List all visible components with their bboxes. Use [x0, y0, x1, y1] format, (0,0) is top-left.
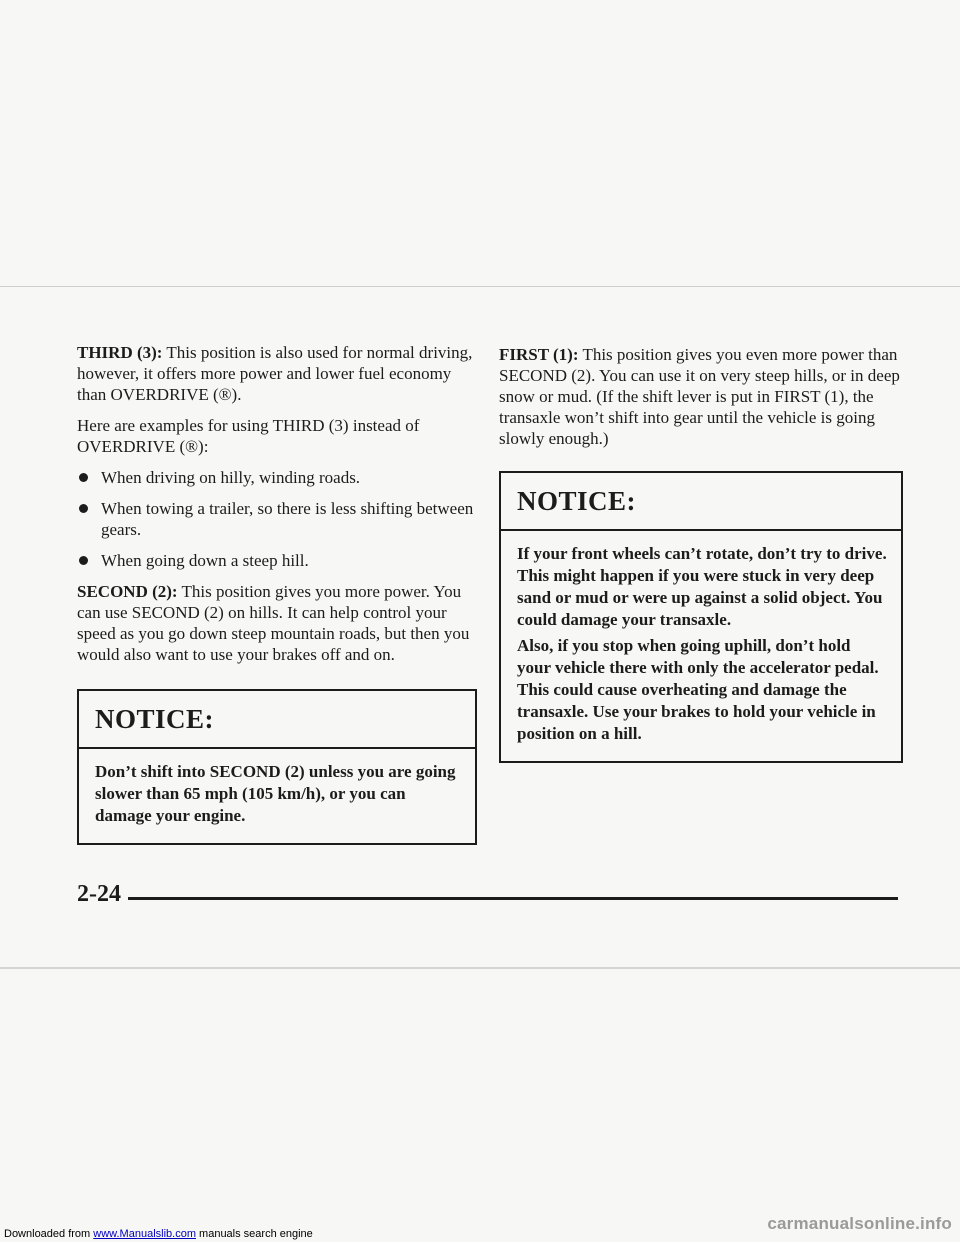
- example-text: When going down a steep hill.: [101, 551, 309, 570]
- notice-text: Don’t shift into SECOND (2) unless you are going slower than 65 mph (105 km/h), or you can damage your engine.: [95, 762, 456, 825]
- notice-heading: NOTICE:: [79, 691, 475, 749]
- third-text: This position is also used for normal driving, however, it offers more power and lower fuel economy than OVERDRIVE (®).: [77, 343, 473, 404]
- download-prefix: Downloaded from: [4, 1228, 94, 1240]
- notice-text: Also, if you stop when going uphill, don’t hold your vehicle there with only the accelerator pedal. This could cause overheating and damage the transaxle. Use your brakes to hold your vehicle in position on a hill.: [517, 636, 879, 743]
- list-item: [77, 467, 475, 488]
- list-item: [77, 550, 475, 571]
- notice-box-right: [499, 471, 903, 763]
- second-term: SECOND (2):: [77, 582, 178, 601]
- bullet-icon: [79, 473, 88, 482]
- bullet-icon: [79, 556, 88, 565]
- left-column: [77, 342, 475, 845]
- page-number: 2-24: [77, 881, 121, 907]
- bullet-icon: [79, 504, 88, 513]
- manualslib-link[interactable]: www.Manualslib.com: [93, 1228, 196, 1240]
- notice-heading: NOTICE:: [501, 473, 901, 531]
- notice-box-left: [77, 689, 477, 845]
- manual-page: [0, 287, 960, 967]
- right-column: [499, 344, 903, 763]
- first-term: FIRST (1):: [499, 345, 579, 364]
- download-line: [4, 1228, 313, 1240]
- notice-body: [501, 531, 901, 761]
- example-text: When driving on hilly, winding roads.: [101, 468, 361, 487]
- examples-intro: Here are examples for using THIRD (3) instead of OVERDRIVE (®):: [77, 416, 420, 456]
- third-paragraph: [77, 342, 475, 405]
- watermark: carmanualsonline.info: [767, 1214, 952, 1233]
- notice-text: If your front wheels can’t rotate, don’t try to drive. This might happen if you were stuck in very deep sand or mud or were up against a solid object. You could damage your transaxle.: [517, 544, 887, 629]
- third-term: THIRD (3):: [77, 343, 163, 362]
- list-item: [77, 498, 475, 540]
- second-text: This position gives you more power. You can use SECOND (2) on hills. It can help control your speed as you go down steep mountain roads, but then you would also want to use your brakes off and on.: [77, 582, 470, 664]
- first-text: This position gives you even more power than SECOND (2). You can use it on very steep hills, or in deep snow or mud. (If the shift lever is put in FIRST (1), the transaxle won’t shift into gear until the vehicle is going slowly enough.): [499, 345, 900, 448]
- examples-list: [77, 467, 475, 571]
- notice-body: [79, 749, 475, 843]
- second-paragraph: [77, 581, 475, 665]
- download-suffix: manuals search engine: [195, 1228, 313, 1240]
- first-paragraph: [499, 344, 903, 449]
- footer-rule: [128, 897, 898, 900]
- example-text: When towing a trailer, so there is less shifting between gears.: [101, 499, 474, 539]
- bottom-divider: [0, 967, 960, 969]
